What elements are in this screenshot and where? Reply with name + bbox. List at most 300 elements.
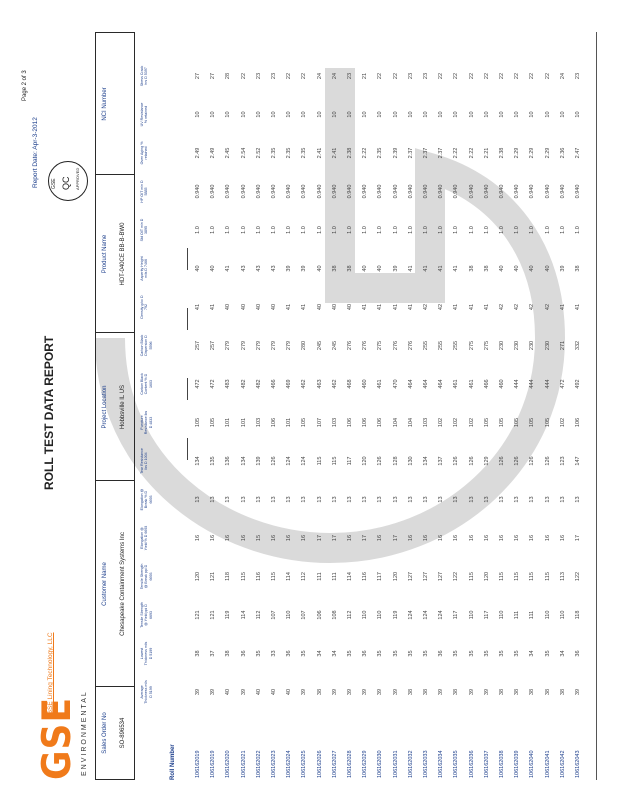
table-cell: 103 [331, 417, 338, 428]
table-cell: 39 [575, 688, 581, 696]
table-cell: 112 [255, 610, 262, 620]
table-cell: 36 [286, 650, 293, 657]
table-cell: 137 [438, 456, 445, 466]
table-cell: 38 [423, 688, 429, 696]
table-cell: 17 [331, 534, 338, 542]
table-cell: 10 [240, 111, 247, 118]
table-cell: 10 [210, 111, 217, 118]
table-cell: 42 [544, 303, 551, 311]
roll-number-cell: 106162033 [423, 750, 429, 778]
table-cell: 16 [468, 534, 475, 542]
table-cell: 2.49 [210, 147, 217, 159]
table-cell: 460 [362, 379, 369, 389]
table-cell: 279 [255, 340, 262, 351]
table-cell: 0.940 [301, 184, 308, 199]
table-cell: 0.940 [544, 184, 551, 199]
table-cell: 41 [392, 303, 399, 311]
table-cell: 41 [225, 265, 232, 272]
table-cell: 118 [225, 572, 232, 581]
table-cell: 279 [225, 340, 232, 351]
table-cell: 2.52 [255, 147, 262, 159]
table-cell: 444 [529, 379, 536, 389]
table-cell: 0.940 [316, 184, 323, 199]
table-cell: 129 [483, 456, 490, 466]
table-cell: 117 [347, 456, 353, 466]
table-cell: 10 [483, 111, 490, 118]
table-cell: 115 [514, 572, 521, 581]
table-cell: 111 [514, 610, 521, 620]
table-cell: 10 [331, 111, 338, 118]
table-row [527, 32, 538, 780]
table-cell: 464 [407, 379, 414, 389]
table-cell: 38 [225, 650, 232, 657]
table-cell: 10 [377, 111, 384, 118]
table-cell: 0.940 [499, 184, 505, 199]
table-cell: 115 [316, 456, 323, 466]
table-cell: 1.0 [453, 226, 460, 234]
table-cell: 108 [331, 610, 338, 620]
table-cell: 103 [423, 417, 429, 428]
table-cell: 276 [362, 340, 369, 351]
table-row [451, 32, 462, 780]
nci-number-cell [96, 33, 134, 175]
table-cell: 1.0 [438, 226, 445, 234]
table-cell: 40 [347, 303, 353, 311]
page-number: Page 2 of 3 [22, 70, 28, 101]
table-cell: 110 [499, 610, 505, 620]
table-cell: 126 [453, 456, 460, 466]
table-cell: 36 [438, 650, 445, 657]
table-cell: 41 [575, 303, 581, 311]
roll-number-cell: 106162030 [377, 750, 384, 778]
table-row [239, 32, 250, 780]
table-cell: 10 [316, 111, 323, 118]
customer-name-value: Chesapeake Containment Systems Inc [120, 532, 126, 636]
table-cell: 111 [316, 572, 323, 581]
table-cell: 104 [392, 417, 399, 428]
table-cell: 10 [468, 111, 475, 118]
table-cell: 39 [347, 688, 353, 696]
roll-number-cell: 106162029 [362, 750, 369, 778]
column-header: Oven Aging % retained [140, 141, 149, 165]
table-cell: 39 [468, 688, 475, 696]
table-row [254, 32, 265, 780]
column-header: Density g/cc D 792 [140, 295, 149, 319]
table-cell: 1.0 [286, 226, 293, 234]
table-cell: 0.940 [240, 184, 247, 199]
table-cell: 41 [483, 303, 490, 311]
table-cell: 16 [286, 534, 293, 542]
table-cell: 35 [347, 650, 353, 657]
product-name-label: Product Name [102, 234, 108, 274]
table-cell: 115 [331, 456, 338, 466]
table-cell: 1.0 [255, 226, 262, 234]
table-cell: 103 [255, 417, 262, 428]
table-cell: 40 [499, 265, 505, 272]
table-cell: 245 [331, 340, 338, 351]
table-cell: 2.29 [529, 147, 536, 159]
table-cell: 469 [286, 379, 293, 389]
table-cell: 13 [240, 496, 247, 503]
table-cell: 271 [559, 340, 566, 351]
table-cell: 22 [392, 72, 399, 80]
table-cell: 13 [575, 496, 581, 503]
table-cell: 279 [271, 340, 277, 351]
table-cell: 119 [225, 610, 232, 620]
table-cell: 40 [271, 688, 277, 696]
table-cell: 10 [255, 111, 262, 118]
table-cell: 120 [392, 571, 399, 582]
table-cell: 22 [286, 72, 293, 80]
table-cell: 39 [362, 688, 369, 696]
table-cell: 472 [210, 379, 217, 389]
table-cell: 38 [529, 688, 536, 696]
table-cell: 105 [544, 417, 551, 428]
table-cell: 105 [529, 417, 536, 428]
table-cell: 104 [407, 417, 414, 428]
table-cell: 42 [529, 303, 536, 311]
table-cell: 10 [423, 111, 429, 118]
table-cell: 10 [499, 111, 505, 118]
table-cell: 0.940 [453, 184, 460, 199]
table-cell: 13 [316, 496, 323, 503]
table-cell: 41 [286, 303, 293, 311]
table-cell: 39 [483, 688, 490, 696]
table-cell: 16 [195, 534, 201, 542]
table-cell: 40 [544, 265, 551, 272]
table-cell: 35 [499, 650, 505, 657]
table-cell: 2.35 [286, 147, 293, 159]
seal-mid-text: QC [61, 176, 71, 190]
table-cell: 34 [529, 650, 536, 657]
table-cell: 16 [529, 534, 536, 542]
table-cell: 255 [438, 340, 445, 351]
table-cell: 230 [499, 340, 505, 351]
table-cell: 460 [499, 379, 505, 389]
table-cell: 1.0 [347, 226, 353, 234]
table-cell: 0.940 [575, 184, 581, 199]
table-cell: 39 [240, 688, 247, 696]
table-row [421, 32, 432, 780]
table-row [573, 32, 584, 780]
table-cell: 42 [499, 303, 505, 311]
table-cell: 13 [453, 496, 460, 503]
table-cell: 1.0 [407, 226, 414, 234]
table-cell: 22 [514, 72, 521, 80]
table-cell: 106 [362, 417, 369, 428]
table-cell: 106 [347, 417, 353, 428]
table-cell: 10 [529, 111, 536, 118]
table-cell: 101 [240, 417, 247, 428]
table-cell: 1.0 [423, 226, 429, 234]
table-cell: 122 [575, 571, 581, 582]
table-cell: 13 [210, 496, 217, 503]
table-row [223, 32, 234, 780]
table-cell: 1.0 [392, 226, 399, 234]
roll-number-cell: 106162021 [240, 750, 247, 778]
table-cell: 10 [392, 111, 399, 118]
table-cell: 124 [286, 456, 293, 466]
table-cell: 16 [423, 534, 429, 542]
table-cell: 121 [210, 571, 217, 582]
table-cell: 275 [483, 340, 490, 351]
roll-number-cell: 106162039 [514, 750, 521, 778]
project-location-value: Hobbsville IL US [120, 384, 126, 430]
table-cell: 35 [453, 650, 460, 657]
table-cell: 27 [210, 72, 217, 80]
table-cell: 41 [468, 303, 475, 311]
table-cell: 482 [255, 379, 262, 389]
project-location-label: Project Location [102, 385, 108, 429]
table-cell: 230 [544, 340, 551, 351]
table-cell: 2.29 [544, 147, 551, 159]
table-cell: 23 [423, 72, 429, 80]
table-cell: 119 [392, 610, 399, 620]
table-cell: 1.0 [468, 226, 475, 234]
table-row [482, 32, 493, 780]
table-cell: 39 [438, 688, 445, 696]
table-cell: 120 [483, 571, 490, 582]
column-group-rule [187, 308, 188, 330]
table-cell: 16 [210, 534, 217, 542]
table-cell: 22 [301, 72, 308, 80]
table-cell: 118 [575, 610, 581, 620]
table-cell: 115 [499, 572, 505, 581]
table-cell: 279 [240, 340, 247, 351]
table-cell: 2.29 [514, 147, 521, 159]
roll-number-cell: 106162035 [453, 750, 460, 778]
table-cell: 126 [271, 456, 277, 466]
table-cell: 40 [195, 265, 201, 272]
table-cell: 35 [514, 650, 521, 657]
table-cell: 16 [240, 534, 247, 542]
column-header: HP OIT min D 5885 [140, 180, 149, 203]
table-row [299, 32, 310, 780]
table-cell: 40 [316, 303, 323, 311]
table-cell: 106 [271, 417, 277, 428]
column-header: Tensile Strength @ Yield ppi D 6693 [140, 602, 153, 628]
table-row [330, 32, 341, 780]
table-cell: 13 [362, 496, 369, 503]
column-header: Carbon Black Dispersion D 5596 [140, 334, 153, 357]
roll-number-cell: 106162023 [271, 750, 277, 778]
table-row [467, 32, 478, 780]
table-cell: 16 [514, 534, 521, 542]
table-cell: 1.0 [316, 226, 323, 234]
table-cell: 0.940 [529, 184, 536, 199]
table-cell: 1.0 [195, 226, 201, 234]
table-cell: 1.0 [544, 226, 551, 234]
table-cell: 42 [514, 303, 521, 311]
roll-number-cell: 106162024 [286, 750, 293, 778]
table-cell: 124 [438, 610, 445, 620]
logo-tagline: ENVIRONMENTAL [81, 690, 88, 776]
table-cell: 40 [529, 265, 536, 272]
table-cell: 230 [529, 340, 536, 351]
table-cell: 41 [438, 265, 445, 272]
company-link[interactable]: GSE Lining Technology, LLC [47, 632, 54, 715]
table-cell: 35 [255, 650, 262, 657]
table-cell: 466 [483, 379, 490, 389]
table-cell: 39 [286, 265, 293, 272]
table-cell: 2.47 [575, 147, 581, 159]
table-cell: 110 [544, 610, 551, 620]
table-cell: 13 [529, 496, 536, 503]
table-cell: 275 [377, 340, 384, 351]
table-cell: 24 [316, 72, 323, 80]
table-cell: 35 [423, 650, 429, 657]
table-cell: 147 [575, 456, 581, 466]
table-cell: 444 [514, 379, 521, 389]
table-row [512, 32, 523, 780]
table-cell: 280 [301, 340, 308, 351]
table-cell: 102 [438, 417, 445, 428]
table-cell: 472 [559, 379, 566, 389]
table-cell: 34 [331, 650, 338, 657]
seal-top-text: GSE [51, 178, 57, 189]
column-header: Average Thickness mils D 5199 [140, 680, 153, 704]
table-cell: 13 [407, 496, 414, 503]
table-cell: 13 [347, 496, 353, 503]
table-cell: 10 [407, 111, 414, 118]
table-row [391, 32, 402, 780]
table-cell: 130 [407, 456, 414, 466]
table-cell: 38 [468, 265, 475, 272]
table-cell: 0.940 [392, 184, 399, 199]
table-cell: 23 [255, 72, 262, 80]
table-cell: 40 [240, 303, 247, 311]
table-cell: 1.0 [559, 226, 566, 234]
table-cell: 279 [286, 340, 293, 351]
table-cell: 1.0 [301, 226, 308, 234]
table-cell: 43 [271, 265, 277, 272]
table-cell: 122 [453, 571, 460, 582]
table-cell: 16 [438, 534, 445, 542]
table-cell: 110 [362, 610, 369, 620]
roll-number-cell: 106162034 [438, 750, 445, 778]
table-row [497, 32, 508, 780]
table-cell: 114 [286, 572, 293, 581]
table-cell: 102 [468, 417, 475, 428]
table-cell: 38 [453, 688, 460, 696]
table-cell: 21 [362, 72, 369, 80]
table-cell: 102 [453, 417, 460, 428]
table-cell: 41 [377, 303, 384, 311]
table-cell: 126 [499, 456, 505, 466]
table-cell: 36 [362, 650, 369, 657]
table-cell: 2.49 [195, 147, 201, 159]
table-cell: 16 [225, 534, 232, 542]
table-cell: 39 [392, 265, 399, 272]
table-cell: 41 [423, 265, 429, 272]
table-cell: 2.38 [499, 147, 505, 159]
table-cell: 17 [316, 534, 323, 542]
table-cell: 41 [210, 303, 217, 311]
table-cell: 115 [468, 572, 475, 581]
table-cell: 134 [240, 456, 247, 466]
column-header: Elongation @ Break % D 6693 [140, 488, 153, 511]
seal-bottom-text: APPROVED [75, 167, 80, 190]
table-cell: 13 [195, 496, 201, 503]
table-cell: 124 [407, 610, 414, 620]
table-cell: 13 [271, 496, 277, 503]
table-cell: 39 [377, 688, 384, 696]
table-cell: 1.0 [362, 226, 369, 234]
table-cell: 13 [301, 496, 308, 503]
table-cell: 38 [407, 688, 414, 696]
table-cell: 16 [271, 534, 277, 542]
table-row [436, 32, 447, 780]
column-header: Lowest Thickness mils D 5199 [140, 641, 153, 666]
table-cell: 126 [544, 456, 551, 466]
table-cell: 120 [195, 571, 201, 582]
product-name-value: HDT-040CE BB-B-BW0 [120, 222, 126, 286]
table-cell: 106 [377, 417, 384, 428]
table-row [406, 32, 417, 780]
table-cell: 255 [423, 340, 429, 351]
table-cell: 35 [407, 650, 414, 657]
column-header: Std OIT min D 3895 [140, 218, 149, 242]
table-cell: 2.38 [347, 147, 353, 159]
table-cell: 257 [195, 340, 201, 351]
table-cell: 2.22 [362, 147, 369, 159]
table-cell: 1.0 [331, 226, 338, 234]
table-cell: 22 [468, 72, 475, 80]
roll-number-cell: 106162037 [483, 750, 490, 778]
table-cell: 492 [575, 379, 581, 389]
table-cell: 462 [301, 379, 308, 389]
table-cell: 0.940 [483, 184, 490, 199]
table-row [375, 32, 386, 780]
table-cell: 35 [301, 650, 308, 657]
table-cell: 245 [316, 340, 323, 351]
table-cell: 13 [514, 496, 521, 503]
roll-number-cell: 106162019 [210, 750, 217, 778]
table-cell: 41 [407, 303, 414, 311]
table-cell: 10 [362, 111, 369, 118]
roll-number-cell: 106162028 [347, 750, 353, 778]
table-cell: 43 [240, 265, 247, 272]
table-cell: 114 [240, 610, 247, 620]
table-cell: 332 [575, 340, 581, 351]
column-header: Puncture Resistance lbs D 4833 [140, 410, 153, 435]
table-cell: 38 [347, 265, 353, 272]
table-cell: 38 [499, 688, 505, 696]
table-cell: 16 [544, 534, 551, 542]
table-cell: 38 [195, 650, 201, 657]
table-cell: 42 [438, 303, 445, 311]
table-cell: 40 [377, 265, 384, 272]
roll-number-cell: 106162026 [316, 750, 323, 778]
table-cell: 461 [468, 379, 475, 389]
table-cell: 10 [514, 111, 521, 118]
table-cell: 120 [362, 456, 369, 466]
table-cell: 115 [240, 572, 247, 581]
product-name-cell [96, 174, 134, 333]
table-cell: 39 [210, 688, 217, 696]
table-cell: 16 [559, 534, 566, 542]
table-cell: 10 [559, 111, 566, 118]
table-cell: 10 [544, 111, 551, 118]
table-cell: 41 [453, 265, 460, 272]
table-cell: 0.940 [362, 184, 369, 199]
table-cell: 2.22 [468, 147, 475, 159]
table-cell: 35 [544, 650, 551, 657]
table-cell: 112 [301, 572, 308, 581]
column-header: Tear Resistance lbs D 1004 [140, 448, 149, 474]
table-cell: 28 [225, 72, 232, 80]
table-cell: 38 [316, 688, 323, 696]
